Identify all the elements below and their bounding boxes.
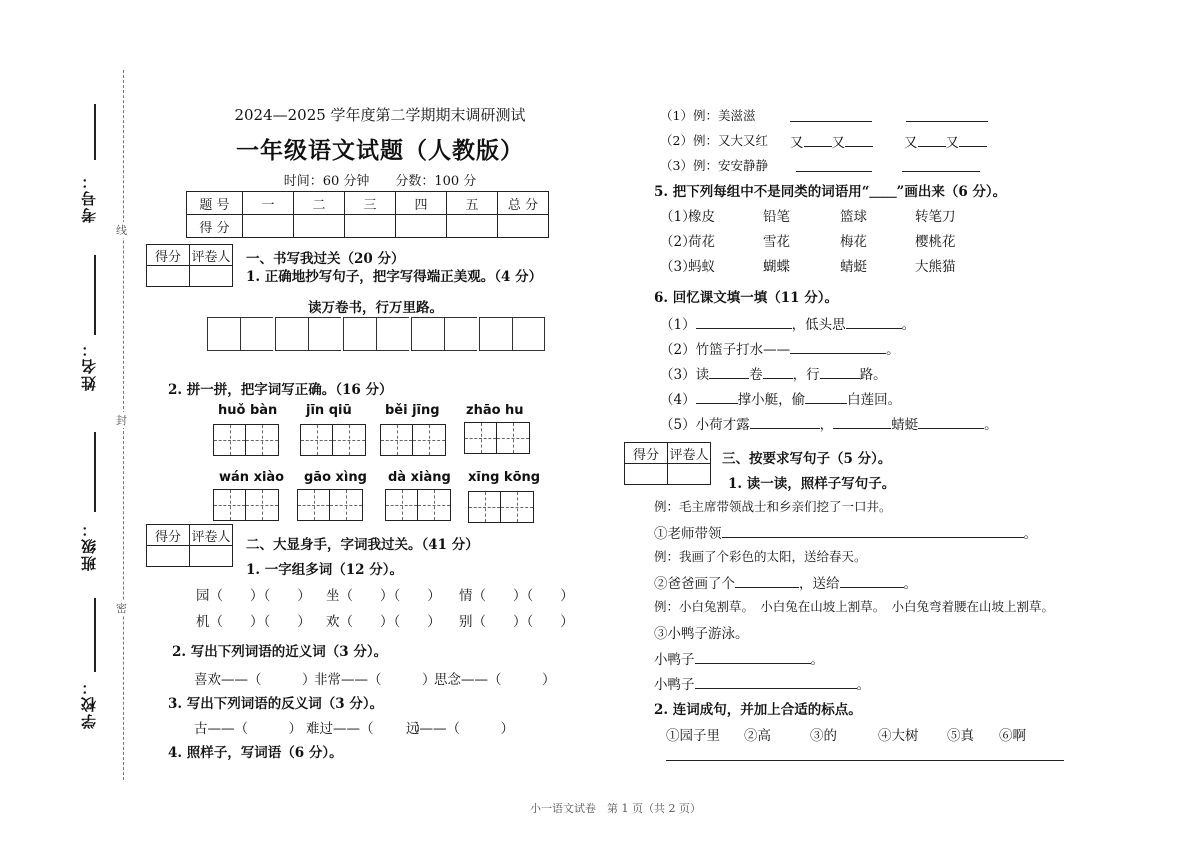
word-group-item[interactable]: 坐（ ）（ ） <box>326 588 441 604</box>
copy-cell[interactable] <box>411 317 444 351</box>
tian-grid[interactable] <box>300 424 366 456</box>
copy-sentence: 读万卷书，行万里路。 <box>308 300 443 316</box>
sentence-example-c: 例：小白兔割草。 小白兔在山坡上割草。 小白兔弯着腰在山坡上割草。 <box>654 599 1055 614</box>
copy-cell[interactable] <box>343 317 376 351</box>
section3-q2: 2. 连词成句，并加上合适的标点。 <box>654 702 862 718</box>
copy-cell[interactable] <box>240 317 273 351</box>
tian-grid[interactable] <box>380 424 446 456</box>
group-word[interactable]: 大熊猫 <box>915 259 956 275</box>
section2-grader-box <box>146 524 233 567</box>
tian-grid[interactable] <box>468 491 534 523</box>
group-word[interactable]: 铅笔 <box>763 209 790 225</box>
section2-q2: 2. 写出下列词语的近义词（3 分）。 <box>172 644 388 660</box>
question-5: 5. 把下列每组中不是同类的词语用“＿＿”画出来（6 分）。 <box>654 184 1007 200</box>
score-table-header: 总 分 <box>498 192 549 215</box>
copy-cell[interactable] <box>479 317 512 351</box>
grader-reviewer-cell[interactable] <box>190 546 233 567</box>
pinyin-label: běi jīng <box>385 403 440 418</box>
word-group-item[interactable]: 园（ ）（ ） <box>196 588 311 604</box>
recall-line-5[interactable]: （5）小荷才露 ， 蜻蜓 。 <box>660 417 998 433</box>
score-table-header: 四 <box>396 192 447 215</box>
antonym-item[interactable]: 远——（ ） <box>406 721 514 737</box>
sentence-fill-b[interactable]: ②爸爸画了个 ，送给 。 <box>654 576 917 592</box>
score-table-header: 题 号 <box>187 192 243 215</box>
word-group-item[interactable]: 机（ ）（ ） <box>196 614 311 630</box>
grader-score-cell[interactable] <box>147 266 190 287</box>
synonym-item[interactable]: 非常——（ ） <box>314 672 436 688</box>
group-label: （3） <box>660 259 696 275</box>
sentence-prompt-c: ③小鸭子游泳。 <box>654 626 749 642</box>
section3-title: 三、按要求写句子（5 分）。 <box>722 451 892 467</box>
section2-title: 二、大显身手，字词我过关。（41 分） <box>246 537 479 553</box>
word-chip: ①园子里 <box>666 728 720 744</box>
answer-line[interactable] <box>906 108 988 122</box>
seal-char-secret: 密 <box>116 602 127 615</box>
pinyin-label: zhāo hu <box>466 403 524 418</box>
grader-score-cell[interactable] <box>147 546 190 567</box>
word-chip: ③的 <box>810 728 837 744</box>
group-word[interactable]: 蝴蝶 <box>763 259 790 275</box>
section1-title: 一、书写我过关（20 分） <box>246 251 405 267</box>
class-line[interactable] <box>94 432 96 512</box>
section1-q1: 1. 正确地抄写句子，把字写得端正美观。（4 分） <box>246 269 543 285</box>
section2-q3: 3. 写出下列词语的反义词（3 分）。 <box>168 696 384 712</box>
score-row-label: 得 分 <box>187 215 243 238</box>
pinyin-label: dà xiàng <box>388 470 451 485</box>
group-word[interactable]: 樱桃花 <box>915 234 956 250</box>
score-cell[interactable] <box>396 215 447 238</box>
pattern-fill-2a[interactable]: 又 又 <box>790 131 873 151</box>
pattern-example-1: （1）例：美滋滋 <box>660 108 756 123</box>
grader-score-label: 得分 <box>147 245 190 266</box>
duck-line-1[interactable]: 小鸭子 。 <box>654 652 824 668</box>
school-label: 学校： <box>80 678 98 729</box>
section1-grader-box <box>146 244 233 287</box>
answer-line[interactable] <box>790 108 872 122</box>
copy-cell[interactable] <box>512 317 545 351</box>
score-cell[interactable] <box>498 215 549 238</box>
score-table <box>186 191 549 238</box>
copy-cell[interactable] <box>444 317 477 351</box>
exam-time-score: 时间：60 分钟 分数：100 分 <box>283 174 477 189</box>
word-chip: ②高 <box>744 728 771 744</box>
group-word[interactable]: 蜻蜓 <box>840 259 867 275</box>
name-label: 姓名： <box>80 340 98 391</box>
group-word[interactable]: 蚂蚁 <box>688 259 715 275</box>
score-cell[interactable] <box>294 215 345 238</box>
section3-q1: 1. 读一读，照样子写句子。 <box>728 476 896 492</box>
pinyin-label: jīn qiū <box>306 403 352 418</box>
pinyin-label: xīng kōng <box>468 470 541 485</box>
pattern-example-3: （3）例：安安静静 <box>660 158 768 173</box>
sentence-example-a: 例：毛主席带领战士和乡亲们挖了一口井。 <box>654 499 892 514</box>
grader-reviewer-cell[interactable] <box>668 464 711 485</box>
pinyin-label: gāo xìng <box>304 470 367 485</box>
school-line[interactable] <box>94 598 96 672</box>
antonym-item[interactable]: 难过——（ ） <box>306 721 428 737</box>
word-chip: ⑤真 <box>947 728 974 744</box>
answer-line[interactable] <box>902 158 980 172</box>
class-label: 班级： <box>80 520 98 571</box>
synonym-item[interactable]: 喜欢——（ ） <box>194 672 316 688</box>
score-table-score-row <box>187 215 549 238</box>
score-table-header: 三 <box>345 192 396 215</box>
sentence-example-b: 例：我画了个彩色的太阳，送给春天。 <box>654 549 867 564</box>
pattern-fill-2b[interactable]: 又 又 <box>904 131 987 151</box>
exam-subtitle: 2024—2025 学年度第二学期期末调研测试 <box>234 106 526 124</box>
score-table-header: 五 <box>447 192 498 215</box>
word-group-item[interactable]: 情（ ）（ ） <box>459 588 574 604</box>
group-word[interactable]: 雪花 <box>763 234 790 250</box>
tian-grid[interactable] <box>213 424 279 456</box>
pattern-example-2: （2）例：又大又红 <box>660 133 768 148</box>
copy-cell[interactable] <box>275 317 308 351</box>
score-cell[interactable] <box>243 215 294 238</box>
score-table-header-row <box>187 192 549 215</box>
copy-cell[interactable] <box>308 317 341 351</box>
word-chip: ⑥啊 <box>999 728 1026 744</box>
section1-q2: 2. 拼一拼，把字词写正确。（16 分） <box>168 382 393 398</box>
seal-char-line: 线 <box>116 224 127 237</box>
score-table-header: 一 <box>243 192 294 215</box>
copy-writing-grid[interactable] <box>205 317 545 351</box>
score-cell[interactable] <box>345 215 396 238</box>
recall-line-2[interactable]: （2）竹篮子打水—— 。 <box>660 342 900 358</box>
antonym-item[interactable]: 古——（ ） <box>194 721 302 737</box>
question-6: 6. 回忆课文填一填（11 分）。 <box>654 290 839 306</box>
group-word[interactable]: 篮球 <box>840 209 867 225</box>
word-chip: ④大树 <box>878 728 919 744</box>
group-label: （2） <box>660 234 696 250</box>
tian-grid[interactable] <box>385 489 451 521</box>
sentence-fill-a[interactable]: ①老师带领 。 <box>654 526 1037 542</box>
tian-grid[interactable] <box>464 422 530 454</box>
word-group-item[interactable]: 别（ ）（ ） <box>459 614 574 630</box>
tian-grid[interactable] <box>297 489 363 521</box>
grader-reviewer-label: 评卷人 <box>190 525 233 546</box>
group-label: （1） <box>660 209 696 225</box>
section2-q4: 4. 照样子，写词语（6 分）。 <box>168 745 343 761</box>
grader-score-cell[interactable] <box>625 464 668 485</box>
group-word[interactable]: 转笔刀 <box>915 209 956 225</box>
score-table-header: 二 <box>294 192 345 215</box>
page-footer: 小一语文试卷 第 1 页（共 2 页） <box>530 802 701 815</box>
group-word[interactable]: 梅花 <box>840 234 867 250</box>
recall-line-4[interactable]: （4） 撑小艇，偷 白莲回。 <box>660 392 902 408</box>
section2-q1: 1. 一字组多词（12 分）。 <box>246 562 404 578</box>
word-group-item[interactable]: 欢（ ）（ ） <box>326 614 441 630</box>
tian-grid[interactable] <box>213 489 279 521</box>
exam-number-label: 考号： <box>80 172 98 223</box>
answer-line[interactable] <box>796 158 872 172</box>
grader-reviewer-cell[interactable] <box>190 266 233 287</box>
pinyin-label: wán xiào <box>219 470 285 485</box>
group-word[interactable]: 橡皮 <box>688 209 715 225</box>
synonym-item[interactable]: 思念——（ ） <box>434 672 556 688</box>
grader-reviewer-label: 评卷人 <box>190 245 233 266</box>
name-line[interactable] <box>94 255 96 335</box>
copy-cell[interactable] <box>376 317 409 351</box>
grader-score-label: 得分 <box>625 443 668 464</box>
copy-cell[interactable] <box>207 317 240 351</box>
grader-score-label: 得分 <box>147 525 190 546</box>
exam-title: 一年级语文试题（人教版） <box>236 137 524 164</box>
seal-char-seal: 封 <box>116 414 127 427</box>
recall-line-1[interactable]: （1） ，低头思 。 <box>660 317 916 333</box>
pinyin-label: huǒ bàn <box>218 403 278 418</box>
score-cell[interactable] <box>447 215 498 238</box>
recall-line-3[interactable]: （3）读 卷 ，行 路。 <box>660 367 887 383</box>
duck-line-2[interactable]: 小鸭子 。 <box>654 677 870 693</box>
sentence-answer-line[interactable] <box>666 760 1064 761</box>
section3-grader-box <box>624 442 711 485</box>
group-word[interactable]: 荷花 <box>688 234 715 250</box>
grader-reviewer-label: 评卷人 <box>668 443 711 464</box>
exam-number-line[interactable] <box>94 104 96 160</box>
